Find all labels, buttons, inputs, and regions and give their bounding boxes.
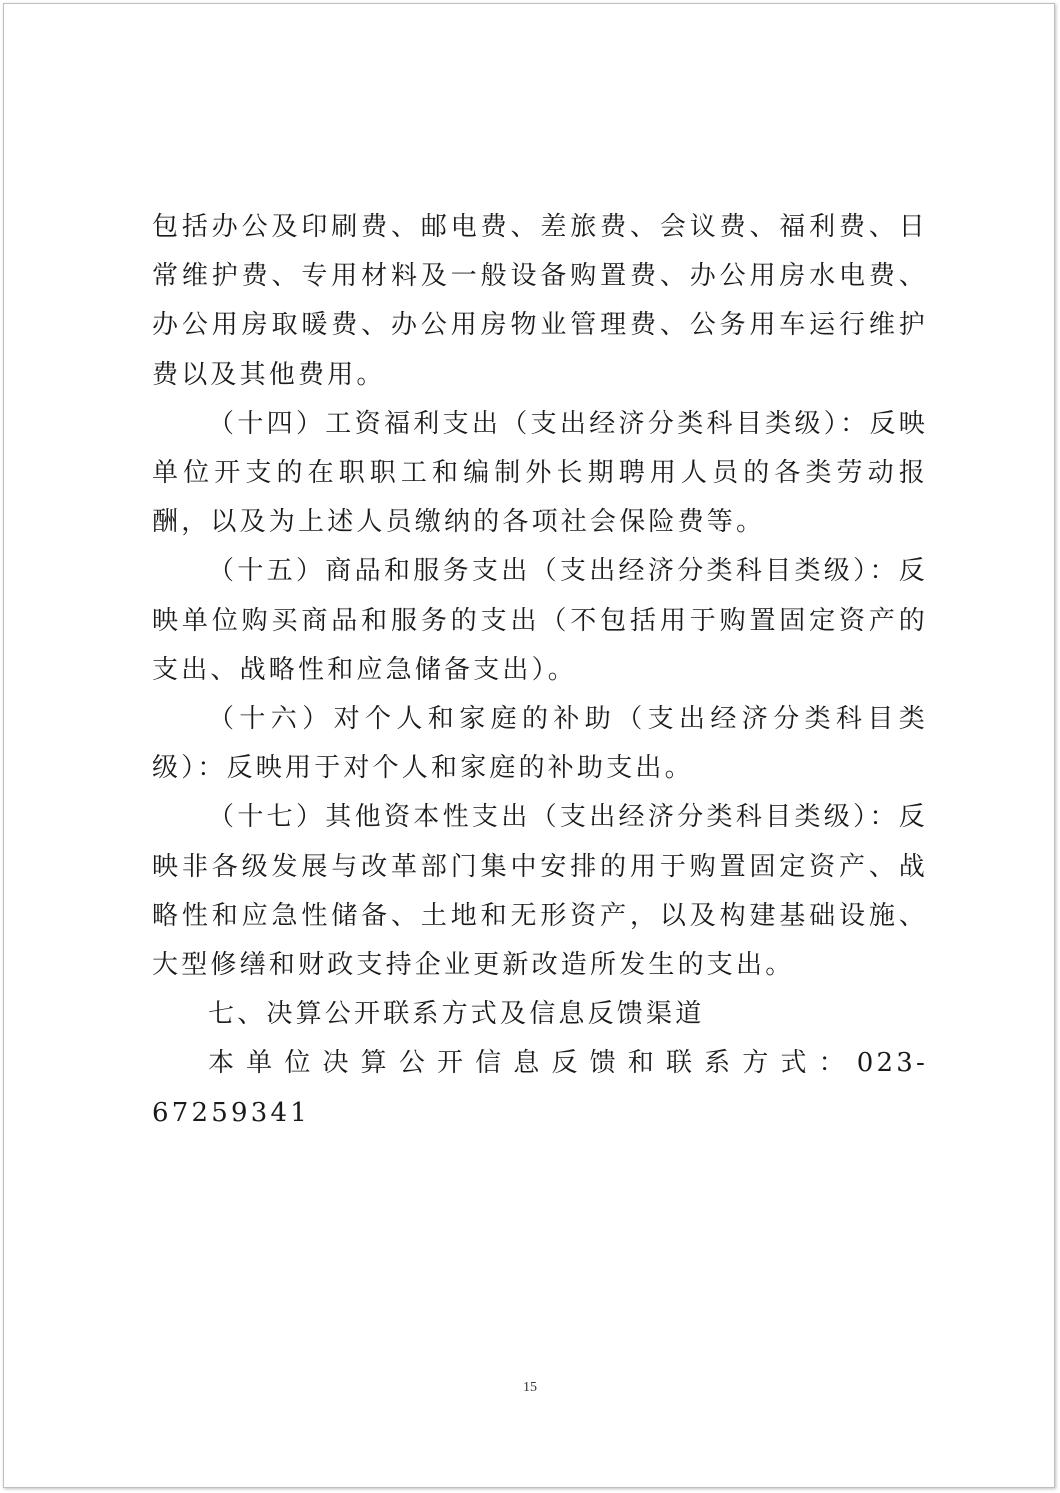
paragraph-salary-welfare-expenditure: （十四）工资福利支出（支出经济分类科目类级）：反映单位开支的在职职工和编制外长期聘用人员的各类劳动报酬，以及为上述人员缴纳的各项社会保险费等。 bbox=[152, 408, 928, 538]
paragraph-office-expenses-continued: 包括办公及印刷费、邮电费、差旅费、会议费、福利费、日常维护费、专用材料及一般设备购置费、办公用房水电费、办公用房取暖费、办公用房物业管理费、公务用车运行维护费以及其他费用。 bbox=[152, 212, 928, 390]
document-body bbox=[152, 203, 928, 1138]
document-page bbox=[3, 3, 1055, 1488]
paragraph-personal-household-subsidy: （十六）对个人和家庭的补助（支出经济分类科目类级）：反映用于对个人和家庭的补助支出。 bbox=[152, 704, 928, 784]
paragraph-goods-services-expenditure: （十五）商品和服务支出（支出经济分类科目类级）：反映单位购买商品和服务的支出（不包括用于购置固定资产的支出、战略性和应急储备支出）。 bbox=[152, 556, 928, 685]
paragraph-other-capital-expenditure: （十七）其他资本性支出（支出经济分类科目类级）：反映非各级发展与改革部门集中安排的用于购置固定资产、战略性和应急性储备、土地和无形资产，以及构建基础设施、大型修缮和财政支持企业更新改造所发生的支出。 bbox=[152, 802, 928, 981]
page-number: 15 bbox=[523, 1380, 537, 1395]
section-heading-contact-feedback: 七、决算公开联系方式及信息反馈渠道 bbox=[208, 999, 705, 1030]
paragraph-contact-phone: 本单位决算公开信息反馈和联系方式：023-67259341 bbox=[152, 1048, 928, 1128]
